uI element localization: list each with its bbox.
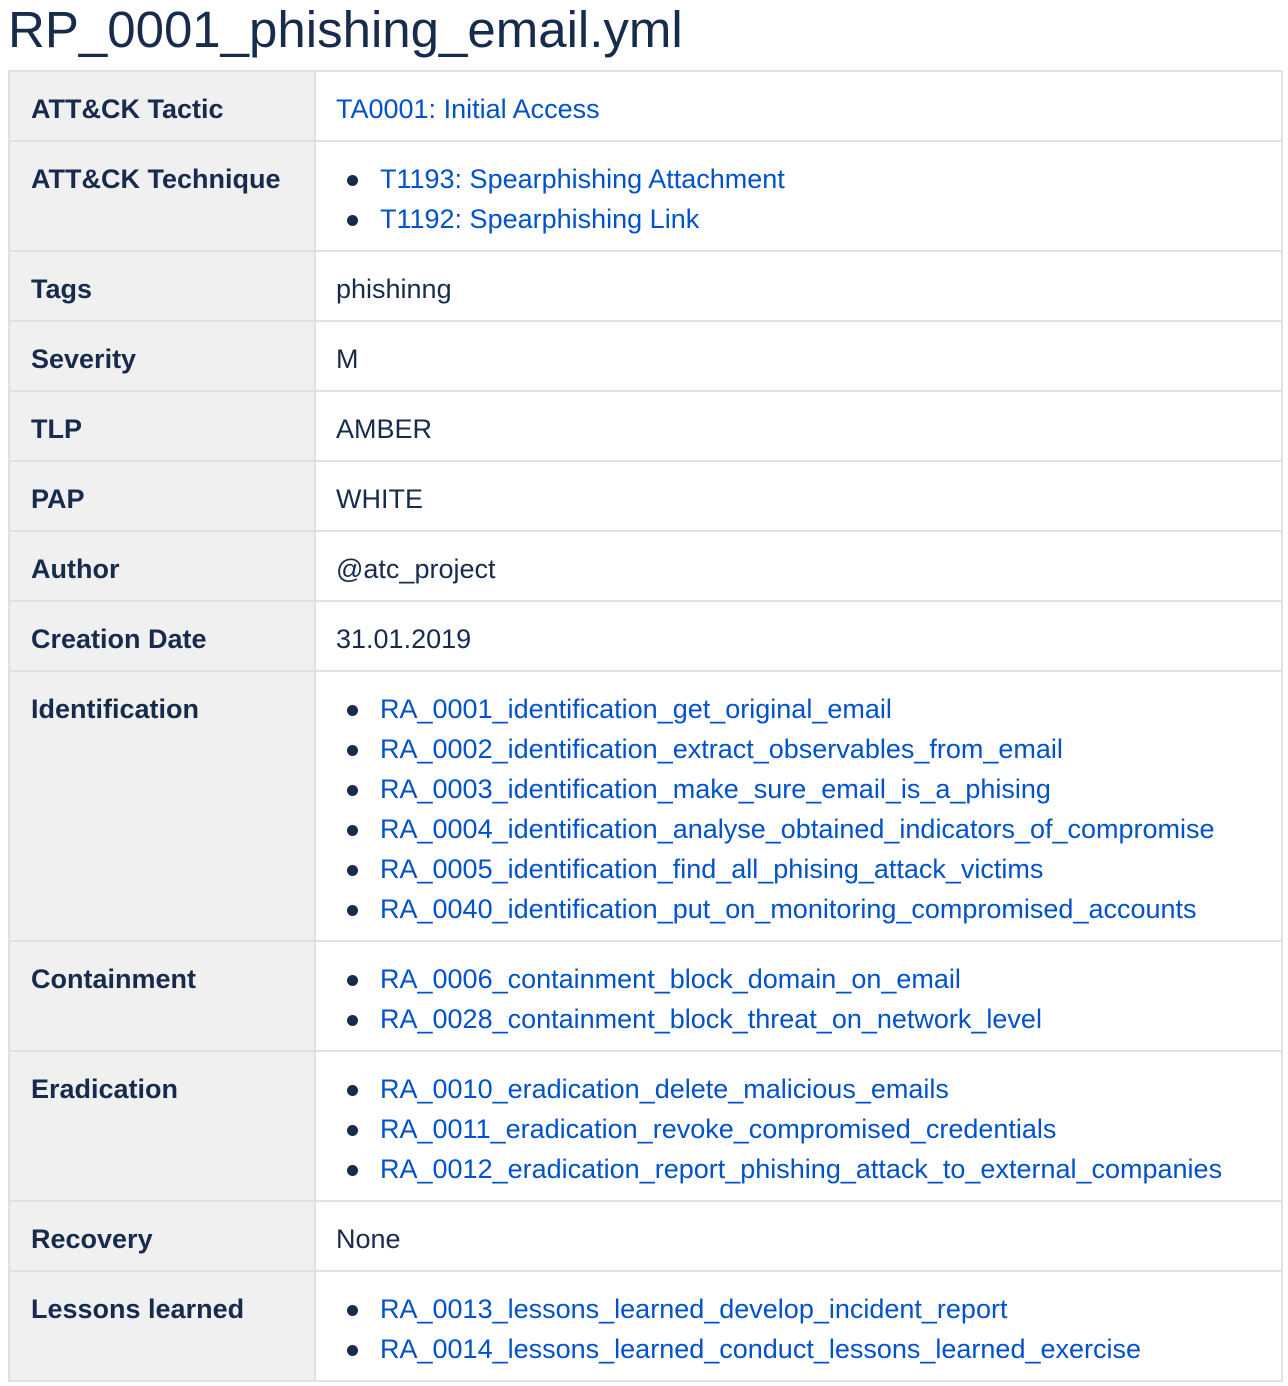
bullet-icon	[347, 1085, 358, 1096]
list-item	[336, 199, 1281, 239]
row-label: Containment	[9, 941, 315, 1051]
row-label: Tags	[9, 251, 315, 321]
bullet-icon	[347, 785, 358, 796]
bullet-icon	[347, 1125, 358, 1136]
list-item	[336, 1069, 1281, 1109]
response-action-link[interactable]: RA_0028_containment_block_threat_on_network_level	[380, 1004, 1042, 1034]
playbook-table	[8, 70, 1283, 1382]
list-item	[336, 849, 1281, 889]
response-action-link[interactable]: RA_0011_eradication_revoke_compromised_credentials	[380, 1114, 1057, 1144]
row-value	[315, 1051, 1282, 1201]
list-item	[336, 959, 1281, 999]
bullet-icon	[347, 1015, 358, 1026]
eradication-list	[336, 1069, 1281, 1189]
identification-list	[336, 689, 1281, 929]
tactic-link[interactable]: TA0001: Initial Access	[336, 94, 600, 124]
row-eradication	[9, 1051, 1282, 1201]
list-item	[336, 729, 1281, 769]
lessons-learned-list	[336, 1289, 1281, 1369]
bullet-icon	[347, 705, 358, 716]
creation-date-value: 31.01.2019	[315, 601, 1282, 671]
row-attack-tactic	[9, 71, 1282, 141]
list-item	[336, 1149, 1281, 1189]
row-label: PAP	[9, 461, 315, 531]
list-item	[336, 769, 1281, 809]
row-value	[315, 141, 1282, 251]
row-recovery	[9, 1201, 1282, 1271]
row-value	[315, 71, 1282, 141]
response-action-link[interactable]: RA_0006_containment_block_domain_on_email	[380, 964, 961, 994]
containment-list	[336, 959, 1281, 1039]
author-value: @atc_project	[315, 531, 1282, 601]
bullet-icon	[347, 1165, 358, 1176]
response-action-link[interactable]: RA_0010_eradication_delete_malicious_emails	[380, 1074, 949, 1104]
row-containment	[9, 941, 1282, 1051]
pap-value: WHITE	[315, 461, 1282, 531]
row-tlp	[9, 391, 1282, 461]
row-label: Identification	[9, 671, 315, 941]
bullet-icon	[347, 975, 358, 986]
tlp-value: AMBER	[315, 391, 1282, 461]
bullet-icon	[347, 865, 358, 876]
list-item	[336, 159, 1281, 199]
list-item	[336, 1329, 1281, 1369]
page-title: RP_0001_phishing_email.yml	[8, 1, 683, 58]
technique-list	[336, 159, 1281, 239]
row-creation-date	[9, 601, 1282, 671]
list-item	[336, 1109, 1281, 1149]
response-action-link[interactable]: RA_0002_identification_extract_observables_from_email	[380, 734, 1063, 764]
list-item	[336, 1289, 1281, 1329]
tags-value: phishinng	[315, 251, 1282, 321]
row-label: Author	[9, 531, 315, 601]
bullet-icon	[347, 1305, 358, 1316]
response-action-link[interactable]: RA_0005_identification_find_all_phising_attack_victims	[380, 854, 1044, 884]
row-label: TLP	[9, 391, 315, 461]
response-action-link[interactable]: RA_0012_eradication_report_phishing_attack_to_external_companies	[380, 1154, 1223, 1184]
technique-link[interactable]: T1192: Spearphishing Link	[380, 204, 700, 234]
bullet-icon	[347, 905, 358, 916]
row-label: ATT&CK Tactic	[9, 71, 315, 141]
row-label: ATT&CK Technique	[9, 141, 315, 251]
recovery-value: None	[315, 1201, 1282, 1271]
row-pap	[9, 461, 1282, 531]
row-attack-technique	[9, 141, 1282, 251]
response-action-link[interactable]: RA_0003_identification_make_sure_email_is_a_phising	[380, 774, 1051, 804]
row-severity	[9, 321, 1282, 391]
row-label: Severity	[9, 321, 315, 391]
row-identification	[9, 671, 1282, 941]
row-tags	[9, 251, 1282, 321]
response-action-link[interactable]: RA_0004_identification_analyse_obtained_indicators_of_compromise	[380, 814, 1215, 844]
list-item	[336, 689, 1281, 729]
row-label: Lessons learned	[9, 1271, 315, 1381]
row-lessons-learned	[9, 1271, 1282, 1381]
list-item	[336, 889, 1281, 929]
row-value	[315, 1271, 1282, 1381]
response-action-link[interactable]: RA_0040_identification_put_on_monitoring_compromised_accounts	[380, 894, 1197, 924]
response-action-link[interactable]: RA_0013_lessons_learned_develop_incident_report	[380, 1294, 1008, 1324]
list-item	[336, 809, 1281, 849]
row-author	[9, 531, 1282, 601]
bullet-icon	[347, 825, 358, 836]
severity-value: M	[315, 321, 1282, 391]
row-label: Creation Date	[9, 601, 315, 671]
row-label: Eradication	[9, 1051, 315, 1201]
bullet-icon	[347, 1345, 358, 1356]
row-value	[315, 941, 1282, 1051]
bullet-icon	[347, 175, 358, 186]
response-action-link[interactable]: RA_0014_lessons_learned_conduct_lessons_learned_exercise	[380, 1334, 1142, 1364]
list-item	[336, 999, 1281, 1039]
bullet-icon	[347, 215, 358, 226]
row-label: Recovery	[9, 1201, 315, 1271]
bullet-icon	[347, 745, 358, 756]
response-action-link[interactable]: RA_0001_identification_get_original_email	[380, 694, 892, 724]
row-value	[315, 671, 1282, 941]
technique-link[interactable]: T1193: Spearphishing Attachment	[380, 164, 785, 194]
